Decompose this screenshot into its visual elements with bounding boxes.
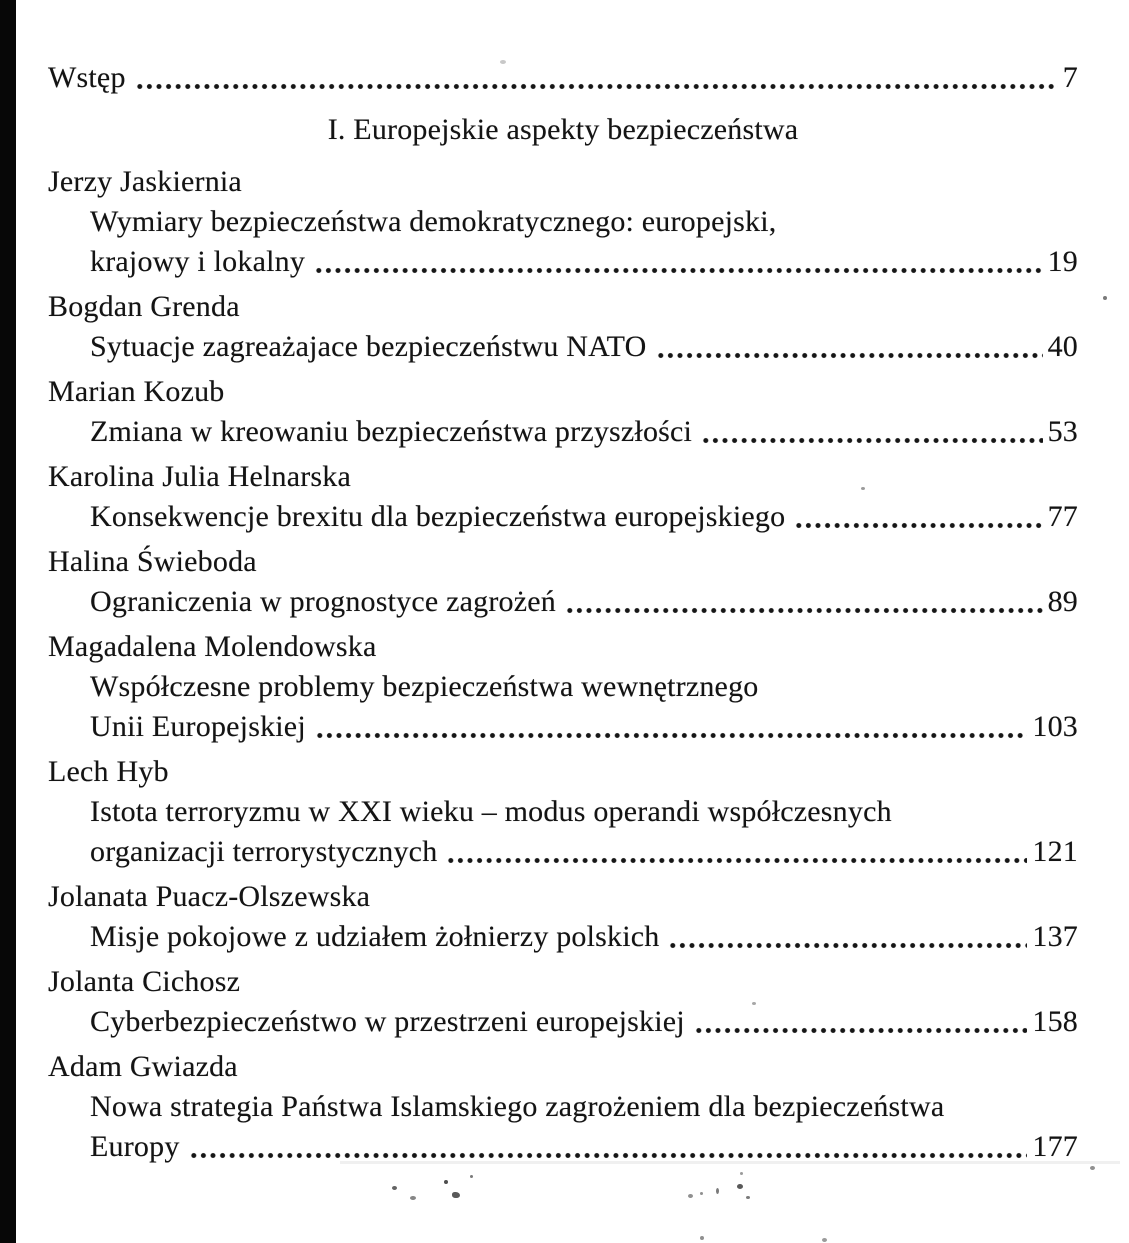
scan-noise-speck	[861, 487, 865, 490]
toc-entry-page-number: 158	[1032, 1005, 1078, 1038]
toc-entry	[48, 877, 1078, 957]
scan-noise-speck	[740, 1172, 743, 1175]
scan-noise-speck	[716, 1188, 719, 1194]
dot-leader	[314, 242, 1043, 282]
scan-noise-speck	[688, 1194, 693, 1198]
toc-entry-title: Konsekwencje brexitu dla bezpieczeństwa europejskiego	[90, 500, 786, 533]
section-heading: I. Europejskie aspekty bezpieczeństwa	[327, 113, 799, 146]
scan-noise-speck	[444, 1180, 448, 1184]
toc-entry-author: Bogdan Grenda	[48, 290, 240, 323]
toc-entry-page-number: 121	[1032, 835, 1078, 868]
toc-entry-title-line: Wymiary bezpieczeństwa demokratycznego: europejski,	[90, 205, 777, 238]
scan-noise-speck	[700, 1192, 703, 1195]
toc-entry-author: Halina Świeboda	[48, 545, 257, 578]
toc-entry-title-row	[48, 707, 1078, 747]
toc-entry-title-row	[48, 1002, 1078, 1042]
scan-noise-speck	[392, 1186, 397, 1190]
scan-noise-speck	[500, 60, 506, 64]
toc-entry-title: Cyberbezpieczeństwo w przestrzeni europejskiej	[90, 1005, 685, 1038]
toc-entry	[48, 162, 1078, 282]
toc-entry-page-number: 89	[1047, 585, 1078, 618]
toc-entry-title-line: Współczesne problemy bezpieczeństwa wewnętrznego	[90, 670, 759, 703]
dot-leader	[694, 1002, 1028, 1042]
toc-entry-page-number: 103	[1032, 710, 1078, 743]
toc-entry-page-number: 19	[1047, 245, 1078, 278]
toc-entry	[48, 1047, 1078, 1167]
dot-leader	[446, 832, 1027, 872]
toc-front-matter-row	[48, 58, 1078, 98]
toc-entry	[48, 287, 1078, 367]
toc-entry-author: Jolanta Cichosz	[48, 965, 241, 998]
toc-entry-author: Jolanata Puacz-Olszewska	[48, 880, 371, 913]
toc-entry-title: organizacji terrorystycznych	[90, 835, 438, 868]
dot-leader	[668, 917, 1027, 957]
toc-entry-title: Sytuacje zagreażajace bezpieczeństwu NATO	[90, 330, 647, 363]
toc-entry-title: Unii Europejskiej	[90, 710, 306, 743]
toc-entry-page-number: 40	[1047, 330, 1078, 363]
toc-entry-title-row	[48, 832, 1078, 872]
toc-entry	[48, 372, 1078, 452]
scan-noise-speck	[737, 1184, 743, 1189]
scan-noise-speck	[410, 1196, 416, 1200]
scan-noise-speck	[746, 1196, 750, 1199]
scan-noise-speck	[470, 1175, 473, 1178]
toc-entry-title: Ograniczenia w prognostyce zagrożeń	[90, 585, 556, 618]
dot-leader	[656, 327, 1043, 367]
toc-entry	[48, 752, 1078, 872]
dot-leader	[565, 582, 1043, 622]
toc-entry-title: Misje pokojowe z udziałem żołnierzy polskich	[90, 920, 660, 953]
toc-entry-page-number: 53	[1047, 415, 1078, 448]
scan-noise-speck	[822, 1238, 827, 1242]
toc-entry-title: Zmiana w kreowaniu bezpieczeństwa przyszłości	[90, 415, 693, 448]
toc-entry-author: Jerzy Jaskiernia	[48, 165, 242, 198]
dot-leader	[315, 707, 1028, 747]
scan-noise-speck	[1103, 296, 1107, 300]
toc-entry-author: Adam Gwiazda	[48, 1050, 238, 1083]
toc-entry-author: Karolina Julia Helnarska	[48, 460, 352, 493]
toc-entry-title-row	[48, 327, 1078, 367]
scan-noise-speck	[1090, 1166, 1095, 1170]
scan-noise-speck	[752, 1002, 756, 1005]
toc-entry-author: Marian Kozub	[48, 375, 225, 408]
toc-entry-title-row	[48, 917, 1078, 957]
toc-entry-page-number: 77	[1047, 500, 1078, 533]
toc-entry-title-row	[48, 242, 1078, 282]
dot-leader	[701, 412, 1043, 452]
toc-entry-page-number: 137	[1032, 920, 1078, 953]
toc-entry-title: Europy	[90, 1130, 180, 1163]
toc-entry	[48, 457, 1078, 537]
toc-entry-page-number: 177	[1032, 1130, 1078, 1163]
toc-entry	[48, 627, 1078, 747]
dot-leader	[135, 58, 1058, 98]
scan-noise-speck	[125, 1153, 129, 1156]
dot-leader	[794, 497, 1042, 537]
toc-entry-author: Magadalena Molendowska	[48, 630, 377, 663]
toc-entry	[48, 542, 1078, 622]
scan-noise-speck	[700, 1236, 704, 1240]
scan-noise-streak	[340, 1161, 1120, 1164]
toc-entry	[48, 962, 1078, 1042]
toc-entry-title-line: Istota terroryzmu w XXI wieku – modus operandi współczesnych	[90, 795, 892, 828]
toc-entry-title-row	[48, 412, 1078, 452]
toc-entry-title: krajowy i lokalny	[90, 245, 306, 278]
toc-front-matter-page-number: 7	[1062, 61, 1078, 94]
toc-entry-title-line: Nowa strategia Państwa Islamskiego zagrożeniem dla bezpieczeństwa	[90, 1090, 945, 1123]
toc-entry-title-row	[48, 582, 1078, 622]
toc-front-matter-label: Wstęp	[48, 61, 126, 94]
toc-entry-title-row	[48, 497, 1078, 537]
scan-noise-speck	[452, 1192, 460, 1198]
toc-entry-author: Lech Hyb	[48, 755, 169, 788]
